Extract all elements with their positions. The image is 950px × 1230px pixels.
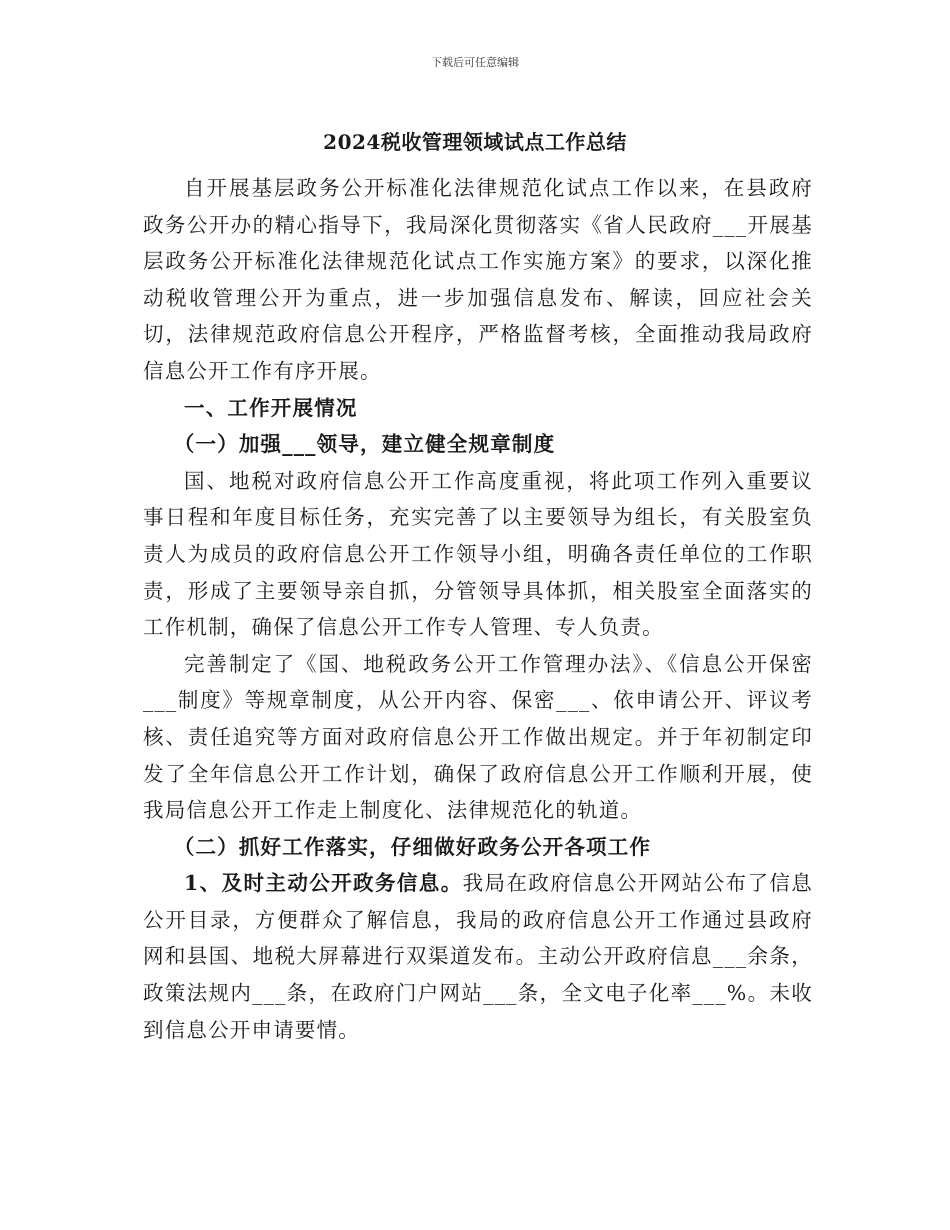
intro-paragraph: 自开展基层政务公开标准化法律规范化试点工作以来，在县政府政务公开办的精心指导下，我局深化贯彻落实《省人民政府___开展基层政务公开标准化法律规范化试点工作实施方案》的要求，以深化推动税收管理公开为重点，进一步加强信息发布、解读，回应社会关切，法律规范政府信息公开程序，严格监督考核，全面推动我局政府信息公开工作有序开展。 bbox=[143, 176, 813, 383]
item-lead: 1、及时主动公开政务信息。 bbox=[184, 871, 463, 896]
subsection-heading: （一）加强___领导，建立健全规章制度 bbox=[173, 432, 556, 457]
paragraph bbox=[143, 865, 813, 1048]
item-text: 我局在政府信息公开网站公布了信息公开目录，方便群众了解信息，我局的政府信息公开工作通过县政府网和县国、地税大屏幕进行双渠道发布。主动公开政府信息___余条，政策法规内___条，在政府门户网站___条，全文电子化率___%。未收到信息公开申请要情。 bbox=[143, 871, 813, 1042]
section-heading: 一、工作开展情况 bbox=[184, 395, 358, 420]
paragraph: 国、地税对政府信息公开工作高度重视，将此项工作列入重要议事日程和年度目标任务，充实完善了以主要领导为组长，有关股室负责人为成员的政府信息公开工作领导小组，明确各责任单位的工作职责，形成了主要领导亲自抓，分管领导具体抓，相关股室全面落实的工作机制，确保了信息公开工作专人管理、专人负责。 bbox=[143, 468, 813, 640]
document-body bbox=[143, 170, 813, 1048]
paragraph: 完善制定了《国、地税政务公开工作管理办法》、《信息公开保密___制度》等规章制度，从公开内容、保密___、依申请公开、评议考核、责任追究等方面对政府信息公开工作做出规定。并于年初制定印发了全年信息公开工作计划，确保了政府信息公开工作顺利开展，使我局信息公开工作走上制度化、法律规范化的轨道。 bbox=[143, 651, 813, 823]
subsection-heading: （二）抓好工作落实，仔细做好政务公开各项工作 bbox=[173, 834, 652, 859]
document-title: 2024税收管理领域试点工作总结 bbox=[323, 130, 627, 154]
header-note: 下载后可任意编辑 bbox=[431, 56, 519, 69]
